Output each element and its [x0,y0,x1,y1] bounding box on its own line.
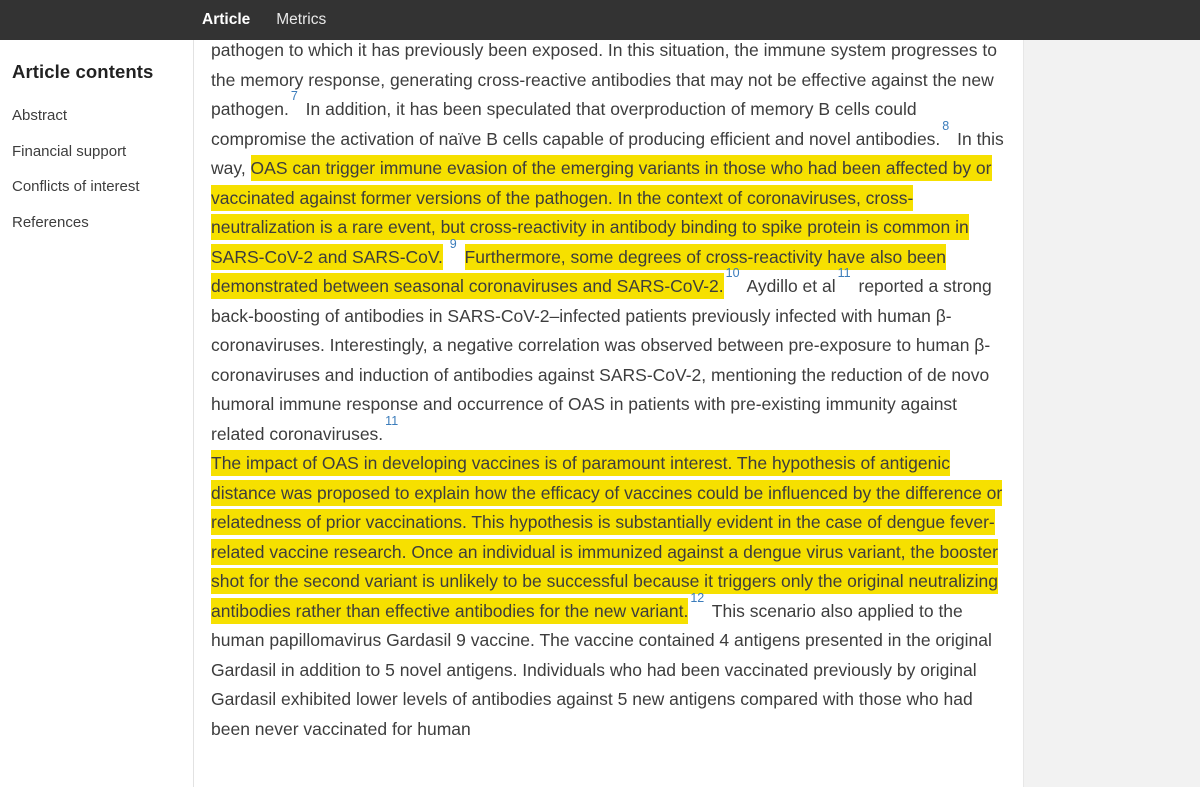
body-text: In this way, [211,128,1004,178]
reference-link[interactable]: 12 [690,590,705,605]
body-text: Aydillo et al [742,276,836,296]
sidebar-item-financial-support[interactable]: Financial support [12,142,127,160]
page-body [0,40,1200,787]
tab-metrics[interactable]: Metrics [276,11,327,28]
body-text: In addition, it has been speculated that overproduction of memory B cells could compromise the activation of naïve B cells capable of producing efficient and novel antibodies. [211,99,941,149]
body-text: This scenario also applied to the human papillomavirus Gardasil 9 vaccine. The vaccine contained 4 antigens presented in the original Gardasil in addition to 5 novel antigens. Individuals who had been vaccinated previously by original Gardasil exhibited lower levels of antibodies against 5 new antigens compared with those who had been never vaccinated for human [211,600,992,739]
highlighted-text: OAS can trigger immune evasion of the emerging variants in those who had been affected by or vaccinated against former versions of the pathogen. In the context of coronaviruses, cross-neutralization is a rare event, but cross-reactivity in antibody binding to spike protein is common in SARS-CoV-2 and SARS-CoV. [211,155,992,270]
reference-link[interactable]: 9 [449,236,457,251]
sidebar-item-references[interactable]: References [12,213,89,231]
article-contents-sidebar [0,40,194,787]
article-body [194,40,1023,787]
tab-article[interactable]: Article [202,11,251,28]
sidebar-item-abstract[interactable]: Abstract [12,107,68,124]
reference-link[interactable]: 11 [837,266,851,281]
body-text: reported a strong back-boosting of antibodies in SARS-CoV-2–infected patients previously infected with human β-coronaviruses. Interestingly, a negative correlation was observed between pre-exposure to human β-coronaviruses and induction of antibodies against SARS-CoV-2, mentioning the reduction of de novo humoral immune response and occurrence of OAS in patients with pre-existing immunity against related coronaviruses. [211,276,992,444]
topbar-tabs [202,0,326,40]
right-margin-panel [1023,40,1200,787]
top-navigation-bar [0,0,1200,40]
sidebar-title: Article contents [12,61,154,82]
reference-link[interactable]: 10 [725,266,740,281]
article-paragraph [211,40,1006,449]
highlighted-text: Furthermore, some degrees of cross-reactivity have also been demonstrated between seasonal coronaviruses and SARS-CoV-2. [211,244,946,300]
sidebar-item-conflicts-of-interest[interactable]: Conflicts of interest [12,178,140,195]
highlighted-text: The impact of OAS in developing vaccines is of paramount interest. The hypothesis of antigenic distance was proposed to explain how the efficacy of vaccines could be influenced by the difference or relatedness of prior vaccinations. This hypothesis is substantially evident in the case of dengue fever-related vaccine research. Once an individual is immunized against a dengue virus variant, the booster shot for the second variant is unlikely to be successful because it triggers only the original neutralizing antibodies rather than effective antibodies for the new variant. [211,450,1002,624]
body-text [443,247,448,267]
reference-link[interactable]: 7 [290,89,298,104]
body-text [460,247,465,267]
reference-link[interactable]: 11 [385,413,399,428]
body-text: pathogen to which it has previously been exposed. In this situation, the immune system progresses to the memory response, generating cross-reactive antibodies that may not be effective against the new pathogen. [211,40,997,119]
reference-link[interactable]: 8 [942,118,950,133]
article-paragraph [211,449,1006,744]
